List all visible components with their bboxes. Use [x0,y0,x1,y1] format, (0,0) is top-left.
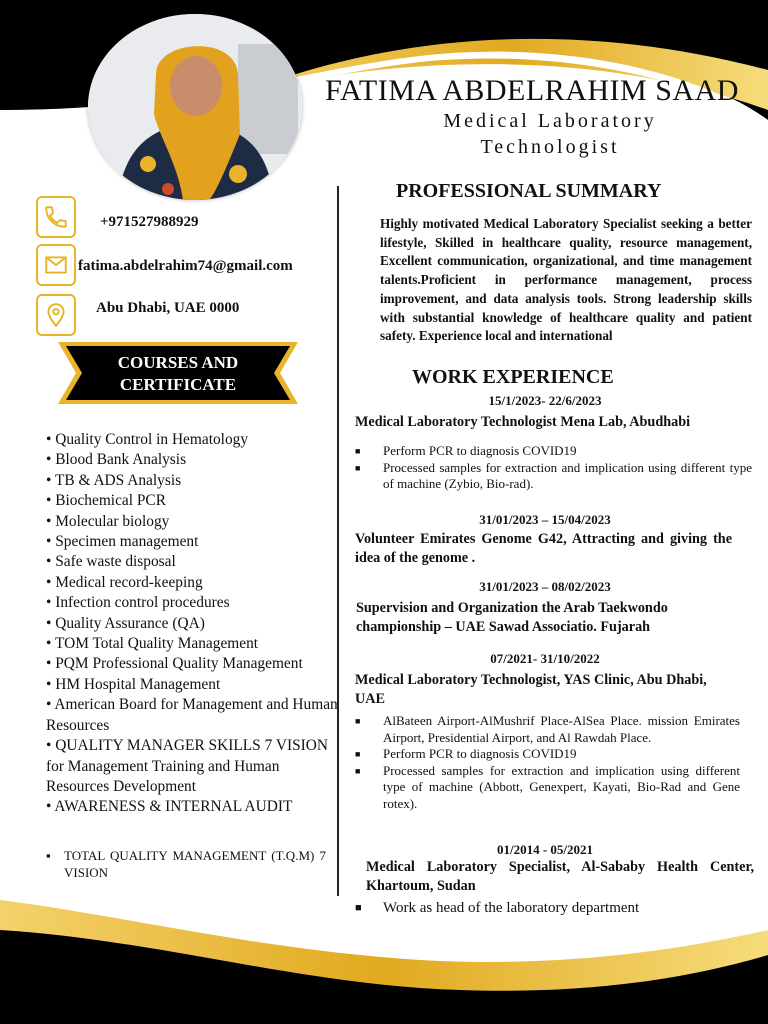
bullet-item: AlBateen Airport-AlMushrif Place-AlSea Place. mission Emirates Airport, Presidential Airport, and Al Rawdah Place. [383,713,740,745]
job-title-line2: Technologist [480,136,620,158]
course-item: • Infection control procedures [46,594,230,612]
bullet-item: Perform PCR to diagnosis COVID19 [383,746,577,761]
course-item: • PQM Professional Quality Management [46,655,303,673]
job-title-line1: Medical Laboratory [443,110,657,132]
courses-heading: COURSES AND CERTIFICATE [117,353,239,394]
job-bullets: ■ Work as head of the laboratory department [355,900,735,917]
job-title: Medical Laboratory Technologist, YAS Clinic, Abu Dhabi, UAE [355,672,707,707]
bullet-item: Processed samples for extraction and implication using different type of machine (Abbott, Genexpert, Kayati, Bio-Rad and Gene rotex). [383,762,740,811]
bullet-item: Perform PCR to diagnosis COVID19 [383,443,577,458]
profile-photo [88,14,302,200]
course-item: • Quality Control in Hematology [46,431,249,448]
phone-number[interactable]: +971527988929 [100,214,199,230]
course-item: • American Board for Management and Human Resources [46,696,338,734]
course-item: • HM Hospital Management [46,675,221,693]
course-item: • Blood Bank Analysis [46,451,187,469]
course-item: • QUALITY MANAGER SKILLS 7 VISION for Management Training and Human Resources Development [46,737,328,795]
course-item: • TOM Total Quality Management [46,635,259,653]
job-title: Supervision and Organization the Arab Taekwondo championship – UAE Sawad Associatio. Fujarah [356,600,668,635]
course-item: • Medical record-keeping [46,573,203,591]
summary-text: Highly motivated Medical Laboratory Specialist seeking a better lifestyle, Skilled in healthcare quality, resource management, Excellent communication, organizational, and time management talents.Proficient in performance management, process improvement, and data analysis tools. Strong leadership skills with substantial knowledge of healthcare quality and patient safety. Experience local and international [380,216,752,344]
work-heading: WORK EXPERIENCE [412,366,614,388]
courses-list [46,430,338,818]
address: Abu Dhabi, UAE 0000 [96,300,240,316]
job-date: 07/2021- 31/10/2022 [490,651,600,666]
job-bullets: ■ AlBateen Airport-AlMushrif Place-AlSea Place. mission Emirates Airport, Presidential Airport, and Al Rawdah Place. ■ Perform PCR to diagnosis COVID19 ■ Processed samples for extraction and implication using different type of machine (Abbott, Genexpert, Kayati, Bio-Rad and Gene rotex). [355,713,740,811]
job-title: Volunteer Emirates Genome G42, Attracting and giving the idea of the genome . [355,531,732,566]
email-address[interactable]: fatima.abdelrahim74@gmail.com [78,258,293,274]
course-item-tqm: ▪ TOTAL QUALITY MANAGEMENT (T.Q.M) 7 VISION [46,848,326,880]
full-name: FATIMA ABDELRAHIM SAAD [325,74,739,107]
bullet-item: Processed samples for extraction and implication using different type of machine (Zybio, Bio-rad). [383,459,752,491]
course-item: • AWARENESS & INTERNAL AUDIT [46,798,293,816]
job-date: 15/1/2023- 22/6/2023 [488,393,602,408]
course-item: • Molecular biology [46,512,170,530]
summary-heading: PROFESSIONAL SUMMARY [396,180,662,202]
bullet-item: Work as head of the laboratory department [383,900,640,916]
course-item: • Quality Assurance (QA) [46,614,205,632]
job-bullets: ■ Perform PCR to diagnosis COVID19 ■ Processed samples for extraction and implication using different type of machine (Zybio, Bio-rad). [355,443,752,491]
job-date: 01/2014 - 05/2021 [496,842,594,857]
course-item: • Safe waste disposal [46,553,176,571]
job-date: 31/01/2023 – 08/02/2023 [479,579,611,594]
email-icon [36,244,76,286]
course-item: • Specimen management [46,533,199,551]
course-item: • Biochemical PCR [46,492,166,510]
job-title: Medical Laboratory Specialist, Al-Sababy Health Center, Khartoum, Sudan [366,859,754,894]
job-date: 31/01/2023 – 15/04/2023 [479,512,611,527]
job-title: Medical Laboratory Technologist Mena Lab, Abudhabi [355,414,691,430]
course-item: • TB & ADS Analysis [46,471,182,489]
location-icon [36,294,76,336]
phone-icon [36,196,76,238]
